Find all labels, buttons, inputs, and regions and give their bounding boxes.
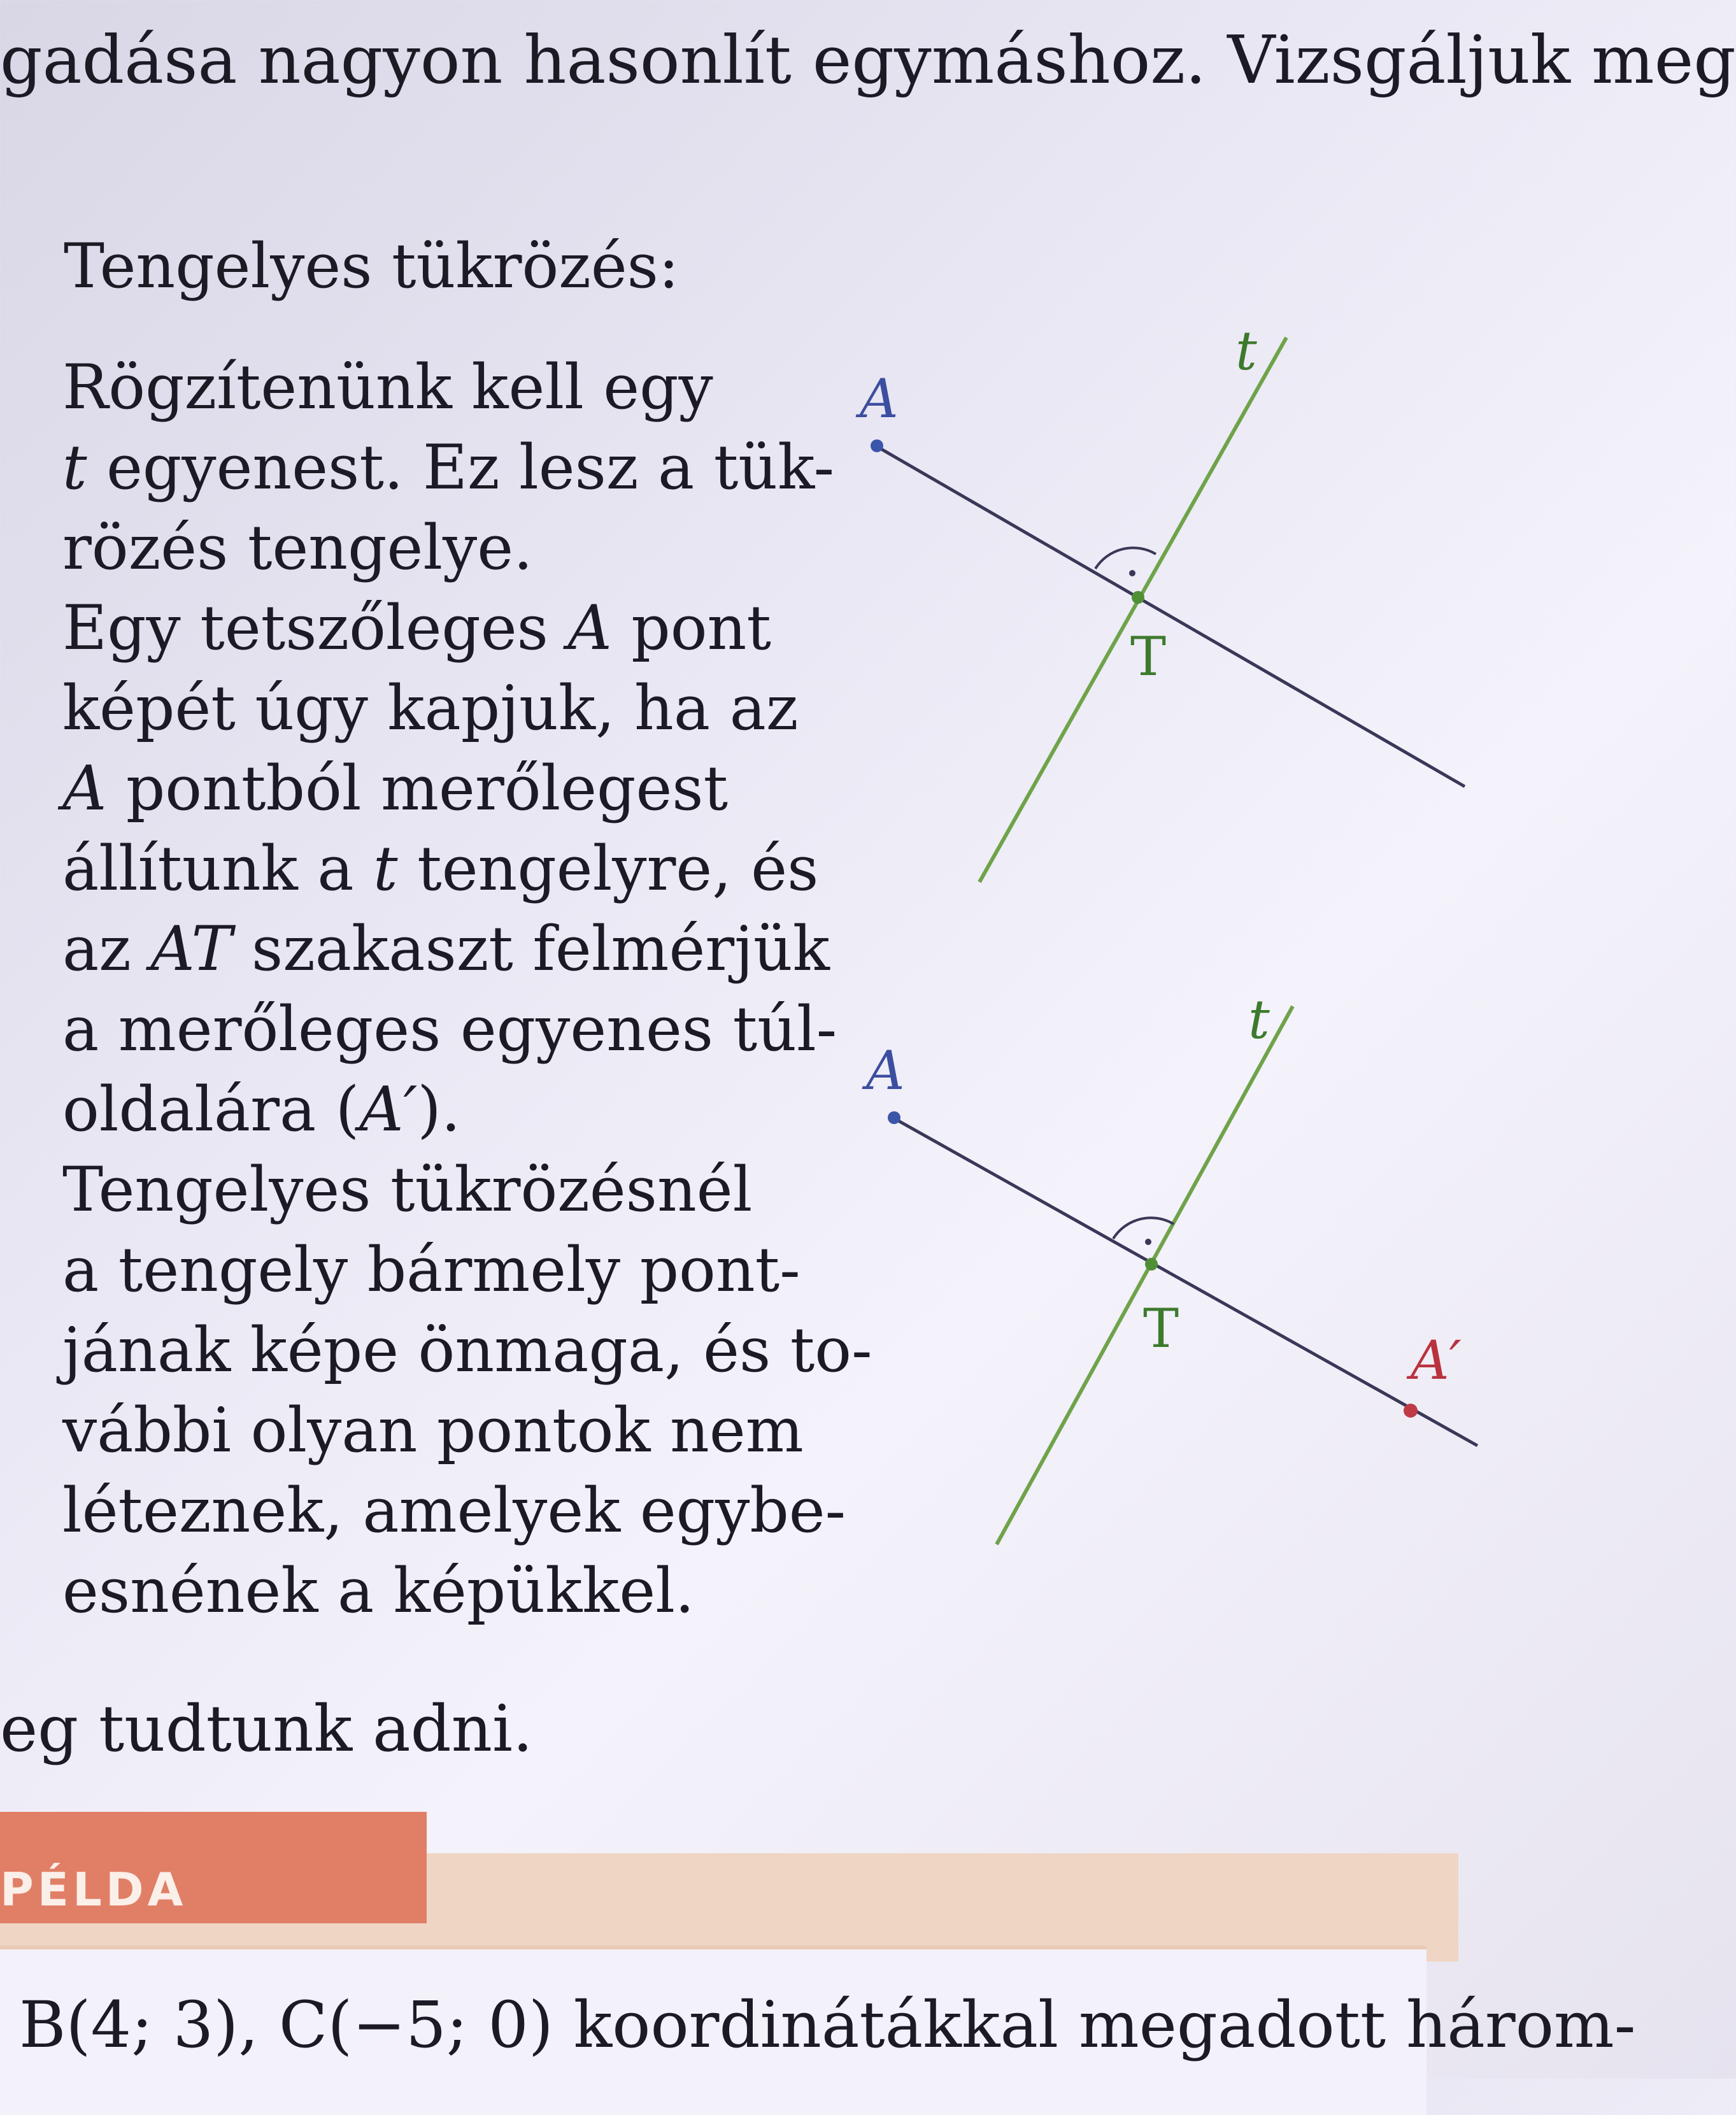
axis-t-line [979,338,1286,882]
body-text-run: pont [611,592,771,664]
italic-symbol: t [62,432,87,503]
body-text-run: oldalára ( [62,1074,360,1145]
body-text-run: a merőleges egyenes túl- [62,993,837,1065]
point-t [1145,1258,1158,1271]
right-angle-dot [1129,570,1135,576]
top-text-line: gadása nagyon hasonlít egymáshoz. Vizsgáljuk meg [0,21,1736,99]
point-a-prime [1404,1404,1418,1418]
body-text-run: a tengely bármely pont- [62,1234,800,1306]
label-a: A [866,1039,905,1102]
point-a [871,439,883,452]
point-a [888,1111,900,1124]
right-angle-mark [1095,548,1156,569]
section-title: Tengelyes tükrözés: [64,231,679,302]
label-t: t [1235,320,1257,382]
bottom-text-line: eg tudtunk adni. [0,1691,533,1766]
body-text-run: Egy tetszőleges [62,592,568,664]
figure-2 [862,988,1477,1544]
body-text-run: képét úgy kapjuk, ha az [62,673,799,744]
point-t [1132,591,1144,604]
body-text-run: rözés tengelye. [62,512,533,583]
body-text-run: jának képe önmaga, és to- [62,1314,872,1386]
label-a-prime: A′ [1411,1329,1462,1392]
italic-symbol: A′ [359,1074,418,1145]
body-text-run: egyenest. Ez lesz a tük- [87,432,835,503]
right-angle-dot [1145,1239,1151,1245]
italic-symbol: A [62,753,107,824]
body-text-run: az [62,913,151,985]
italic-symbol: A [567,592,612,664]
body-text-run: szakaszt felmérjük [232,913,830,985]
label-t: t [1248,988,1270,1051]
segment-aa-prime-line [893,1118,1477,1446]
segment-a-line [876,446,1465,787]
body-text-run: tengelyre, és [397,833,819,904]
body-text-run: vábbi olyan pontok nem [62,1395,804,1466]
example-text: B(4; 3), C(−5; 0) koordinátákkal megadott három- [19,1988,1636,2062]
label-t-point: T [1143,1297,1179,1360]
body-text-run: állítunk a [62,833,374,904]
italic-symbol: t [373,833,398,904]
body-text-run: Tengelyes tükrözésnél [62,1154,753,1225]
label-t-point: T [1130,625,1167,688]
body-text-run: pontból merőlegest [106,753,729,824]
figure-1 [855,320,1465,882]
italic-symbol: AT [150,913,232,985]
body-text-run: ). [417,1074,461,1145]
body-text-run: esnének a képükkel. [62,1555,695,1627]
body-text-run: Rögzítenünk kell egy [62,352,713,423]
example-label: PÉLDA [0,1863,187,1916]
body-text-run: léteznek, amelyek egybe- [62,1475,846,1546]
label-a: A [860,367,899,430]
axis-t-line [997,1006,1293,1544]
